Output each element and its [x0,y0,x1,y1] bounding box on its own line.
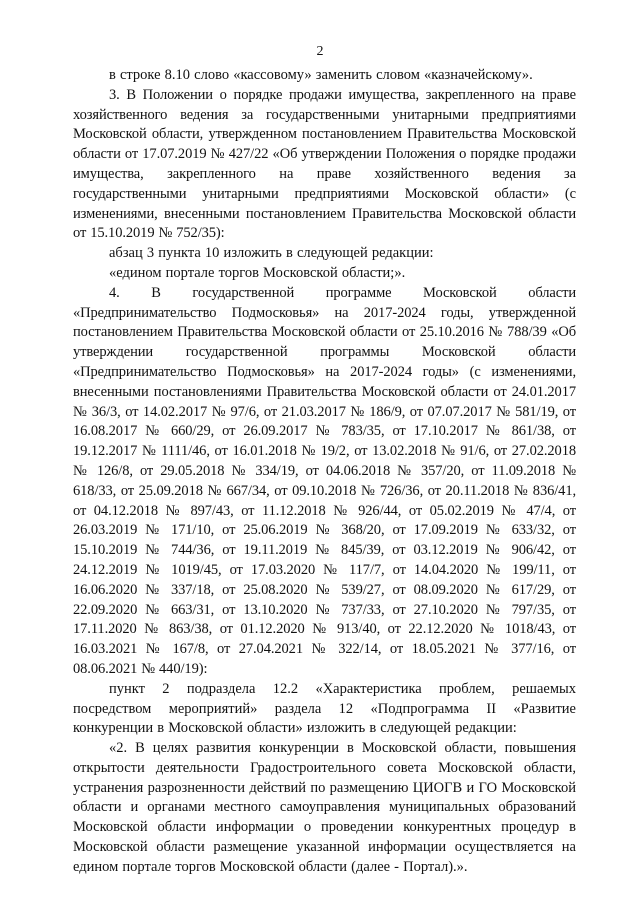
paragraph-section-4: 4. В государственной программе Московской области «Предпринимательство Подмосковья» на 2017-2024 годы, утвержденной постановлением Правительства Московской области от 25.10.2016 № 788/39 «Об утверждении государственной программы Московской области «Предпринимательство Подмосковья» на 2017-2024 годы» (с изменениями, внесенными постановлениями Правительства Московской области от 24.01.2017 № 36/3, от 14.02.2017 № 97/6, от 21.03.2017 № 186/9, от 07.07.2017 № 581/19, от 16.08.2017 № 660/29, от 26.09.2017 № 783/35, от 17.10.2017 № 861/38, от 19.12.2017 № 1111/46, от 16.01.2018 № 19/2, от 13.02.2018 № 91/6, от 27.02.2018 № 126/8, от 29.05.2018 № 334/19, от 04.06.2018 № 357/20, от 11.09.2018 № 618/33, от 25.09.2018 № 667/34, от 09.10.2018 № 726/36, от 20.11.2018 № 836/41, от 04.12.2018 № 897/43, от 11.12.2018 № 926/44, от 05.02.2019 № 47/4, от 26.03.2019 № 171/10, от 25.06.2019 № 368/20, от 17.09.2019 № 633/32, от 15.10.2019 № 744/36, от 19.11.2019 № 845/39, от 03.12.2019 № 906/42, от 24.12.2019 № 1019/45, от 17.03.2020 № 117/7, от 14.04.2020 № 199/11, от 16.06.2020 № 337/18, от 25.08.2020 № 539/27, от 08.09.2020 № 617/29, от 22.09.2020 № 663/31, от 13.10.2020 № 737/33, от 27.10.2020 № 797/35, от 17.11.2020 № 863/38, от 01.12.2020 № 913/40, от 22.12.2020 № 1018/43, от 16.03.2021 № 167/8, от 27.04.2021 № 322/14, от 18.05.2021 № 377/16, от 08.06.2021 № 440/19): [73,284,576,677]
paragraph-amendment-line: в строке 8.10 слово «кассовому» заменить словом «казначейскому». [109,67,533,83]
page-number: 2 [316,44,324,59]
paragraph-punkt-2: пункт 2 подраздела 12.2 «Характеристика проблем, решаемых посредством мероприятий» раздела 12 «Подпрограмма II «Развитие конкуренции в Московской области» изложить в следующей редакции: [73,680,576,737]
paragraph-new-wording: «2. В целях развития конкуренции в Московской области, повышения открытости деятельности Градостроительного совета Московской области, устранения разрозненности действий по размещению ЦИОГВ и ГО Московской области и органами местного самоуправления муниципальных образований Московской области информации о проведении конкурентных процедур в Московской области размещение указанной информации осуществляется на едином портале торгов Московской области (далее - Портал).». [73,740,576,875]
paragraph-section-3: 3. В Положении о порядке продажи имущества, закрепленного на праве хозяйственного ведения за государственными унитарными предприятиями Московской области, утвержденном постановлением Правительства Московской области от 17.07.2019 № 427/22 «Об утверждении Положения о порядке продажи имущества, закрепленного на праве хозяйственного ведения за государственными унитарными предприятиями Московской области» (с изменениями, внесенными постановлением Правительства Московской области от 15.10.2019 № 752/35): [73,86,576,242]
paragraph-abzac-3: абзац 3 пункта 10 изложить в следующей редакции: [109,245,434,262]
document-body [73,66,576,878]
paragraph-quoted-portal: «едином портале торгов Московской области;». [109,264,406,281]
